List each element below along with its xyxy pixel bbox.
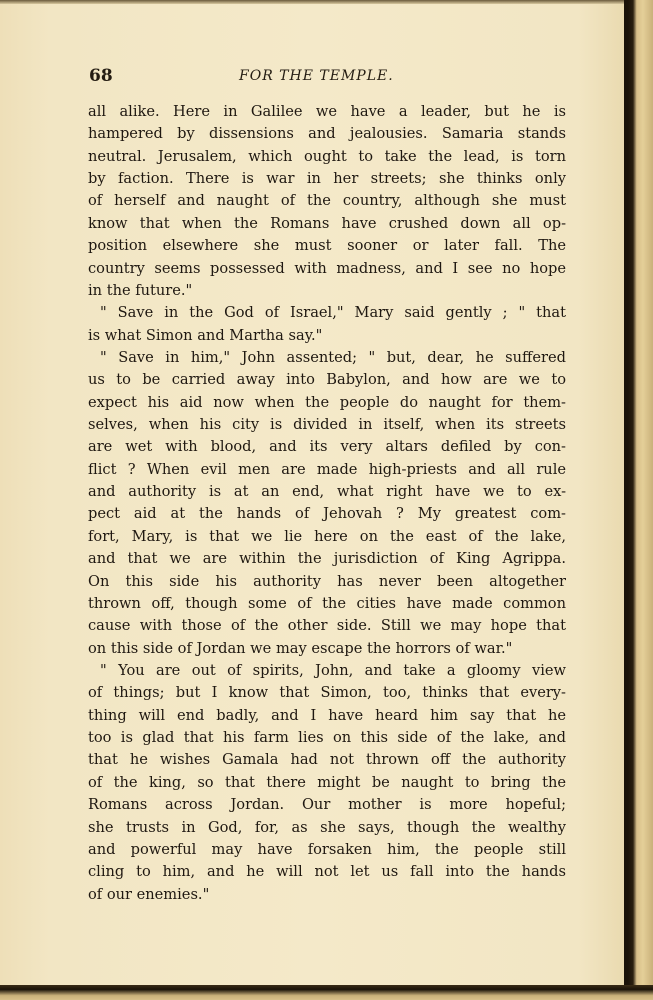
text-line-content: of things; but I know that Simon, too, thinks that every- xyxy=(88,684,566,702)
text-line xyxy=(88,258,566,280)
text-line xyxy=(88,884,566,906)
text-line-content: thrown off, though some of the cities have made common xyxy=(88,594,566,612)
text-line xyxy=(88,638,566,660)
text-line xyxy=(88,571,566,593)
text-line-content: On this side his authority has never been altogether xyxy=(88,572,566,590)
text-line-content: pect aid at the hands of Jehovah ? My greatest com- xyxy=(88,505,566,523)
text-line xyxy=(88,772,566,794)
text-line xyxy=(88,794,566,816)
text-line xyxy=(88,593,566,615)
text-line-content: of herself and naught of the country, although she must xyxy=(88,192,566,210)
text-line xyxy=(88,325,566,347)
text-line xyxy=(88,459,566,481)
text-line xyxy=(88,101,566,123)
text-line-content: neutral. Jerusalem, which ought to take the lead, is torn xyxy=(88,147,566,165)
text-line-content: and that we are within the jurisdiction of King Agrippa. xyxy=(88,550,566,568)
text-line xyxy=(88,168,566,190)
text-line-content: know that when the Romans have crushed down all op- xyxy=(88,214,566,232)
page-number: 68 xyxy=(89,66,113,86)
page-top-edge xyxy=(0,0,628,4)
text-line xyxy=(88,414,566,436)
text-line-content: in the future." xyxy=(88,281,193,299)
text-line-content: " Save in him," John assented; " but, dear, he suffered xyxy=(100,348,566,366)
text-line-content: all alike. Here in Galilee we have a leader, but he is xyxy=(88,103,566,120)
text-line xyxy=(88,503,566,525)
book-bottom-edge xyxy=(0,985,653,1000)
text-line xyxy=(88,481,566,503)
text-line-content: hampered by dissensions and jealousies. Samaria stands xyxy=(88,125,566,143)
text-line xyxy=(88,235,566,257)
text-line xyxy=(88,436,566,458)
text-line-content: us to be carried away into Babylon, and how are we to xyxy=(88,371,566,389)
text-line-content: too is glad that his farm lies on this side of the lake, and xyxy=(88,729,566,747)
text-line xyxy=(88,615,566,637)
text-line xyxy=(88,660,566,682)
text-line-content: Romans across Jordan. Our mother is more hopeful; xyxy=(88,796,566,814)
text-line xyxy=(88,548,566,570)
text-line-content: thing will end badly, and I have heard him say that he xyxy=(88,706,566,724)
text-line-content: " Save in the God of Israel," Mary said gently ; " that xyxy=(100,304,566,322)
text-line xyxy=(88,302,566,324)
text-line-content: of our enemies." xyxy=(88,885,210,903)
page-header xyxy=(89,66,567,90)
text-line-content: and authority is at an end, what right have we to ex- xyxy=(88,483,566,501)
text-line xyxy=(88,526,566,548)
text-line-content: fort, Mary, is that we lie here on the east of the lake, xyxy=(88,527,566,545)
text-line xyxy=(88,749,566,771)
text-line xyxy=(88,861,566,883)
text-line-content: are wet with blood, and its very altars defiled by con- xyxy=(88,438,566,456)
text-line-content: she trusts in God, for, as she says, though the wealthy xyxy=(88,818,566,836)
text-line xyxy=(88,190,566,212)
book-fore-edge xyxy=(628,0,653,1000)
text-line xyxy=(88,682,566,704)
text-line xyxy=(88,839,566,861)
text-line-content: cling to him, and he will not let us fall into the hands xyxy=(88,863,566,881)
text-line-content: country seems possessed with madness, and I see no hope xyxy=(88,259,566,277)
text-line xyxy=(88,280,566,302)
text-line-content: " You are out of spirits, John, and take a gloomy view xyxy=(100,661,566,679)
text-line xyxy=(88,727,566,749)
text-line xyxy=(88,392,566,414)
text-line xyxy=(88,123,566,145)
body-text xyxy=(88,101,566,906)
text-line-content: of the king, so that there might be naught to bring the xyxy=(88,773,566,791)
text-line xyxy=(88,705,566,727)
text-line xyxy=(88,213,566,235)
text-line-content: position elsewhere she must sooner or later fall. The xyxy=(88,237,566,255)
text-line xyxy=(88,369,566,391)
text-line-content: expect his aid now when the people do naught for them- xyxy=(88,393,566,411)
running-title: FOR THE TEMPLE. xyxy=(239,68,394,84)
text-line-content: that he wishes Gamala had not thrown off the authority xyxy=(88,751,566,769)
text-line-content: by faction. There is war in her streets; she thinks only xyxy=(88,170,566,188)
text-line-content: cause with those of the other side. Still we may hope that xyxy=(88,617,566,635)
text-line-content: on this side of Jordan we may escape the horrors of war." xyxy=(88,639,513,657)
text-line xyxy=(88,817,566,839)
text-line-content: is what Simon and Martha say." xyxy=(88,326,323,344)
text-line xyxy=(88,347,566,369)
text-line-content: flict ? When evil men are made high-priests and all rule xyxy=(88,460,566,478)
text-line-content: and powerful may have forsaken him, the people still xyxy=(88,840,566,858)
text-line xyxy=(88,146,566,168)
text-line-content: selves, when his city is divided in itself, when its streets xyxy=(88,416,566,434)
